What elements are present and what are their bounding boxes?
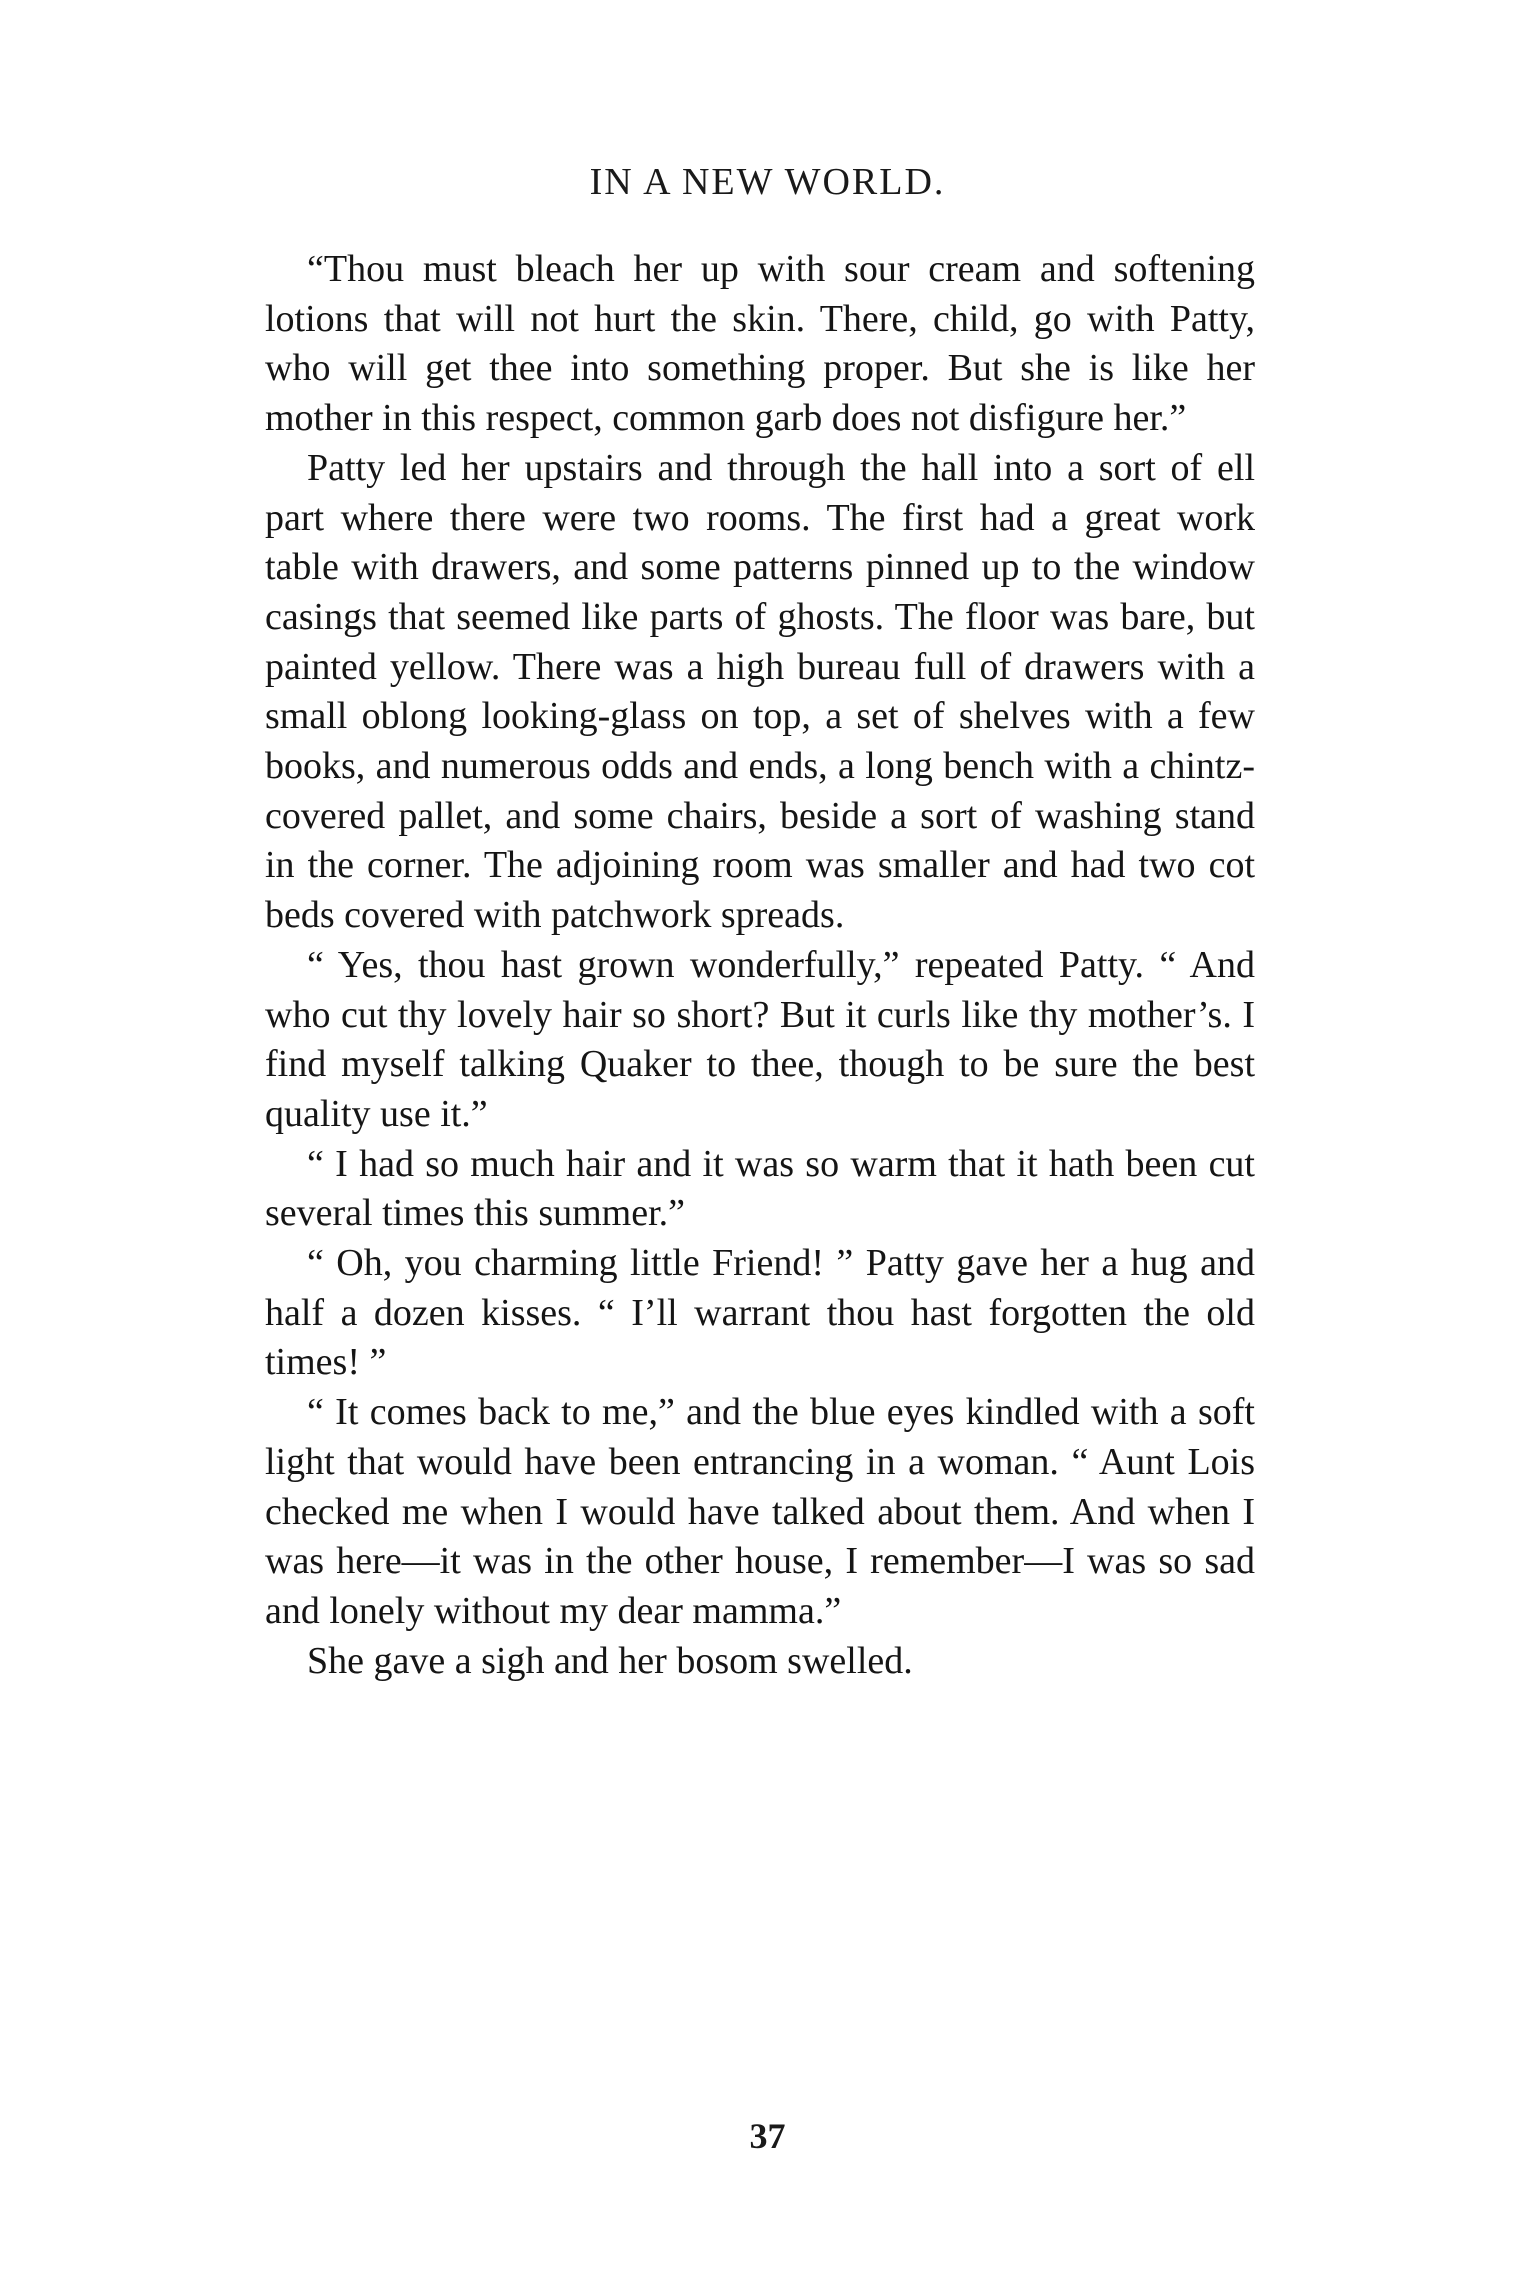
paragraph: “ Yes, thou hast grown wonderfully,” repeated Patty. “ And who cut thy lovely hair so short? But it curls like thy mother’s. I find myself talking Quaker to thee, though to be sure the best quality use it.” xyxy=(265,943,1255,1135)
paragraph: “ It comes back to me,” and the blue eyes kindled with a soft light that would have been entrancing in a woman. “ Aunt Lois checked me when I would have talked about them. And when I was here—it was in the other house, I remember—I was so sad and lonely without my dear mamma.” xyxy=(265,1391,1255,1632)
paragraph: She gave a sigh and her bosom swelled. xyxy=(307,1639,913,1682)
running-head: IN A NEW WORLD. xyxy=(589,161,946,203)
paragraph: “Thou must bleach her up with sour cream and softening lotions that will not hurt the skin. There, child, go with Patty, who will get thee into something proper. But she is like her mother in this respect, common garb does not disfigure her.” xyxy=(265,248,1255,440)
text-block xyxy=(265,245,1255,1686)
paragraph: “ I had so much hair and it was so warm that it hath been cut several times this summer.” xyxy=(265,1142,1255,1235)
paragraph: Patty led her upstairs and through the hall into a sort of ell part where there were two rooms. The first had a great work table with drawers, and some patterns pinned up to the window casings that seemed like parts of ghosts. The floor was bare, but painted yellow. There was a high bureau full of drawers with a small oblong looking-glass on top, a set of shelves with a few books, and numerous odds and ends, a long bench with a chintz-covered pallet, and some chairs, beside a sort of washing stand in the corner. The adjoining room was smaller and had two cot beds covered with patchwork spreads. xyxy=(265,446,1255,937)
paragraph: “ Oh, you charming little Friend! ” Patty gave her a hug and half a dozen kisses. “ I’ll warrant thou hast forgotten the old times! ” xyxy=(265,1242,1255,1384)
page-number: 37 xyxy=(749,2116,786,2156)
